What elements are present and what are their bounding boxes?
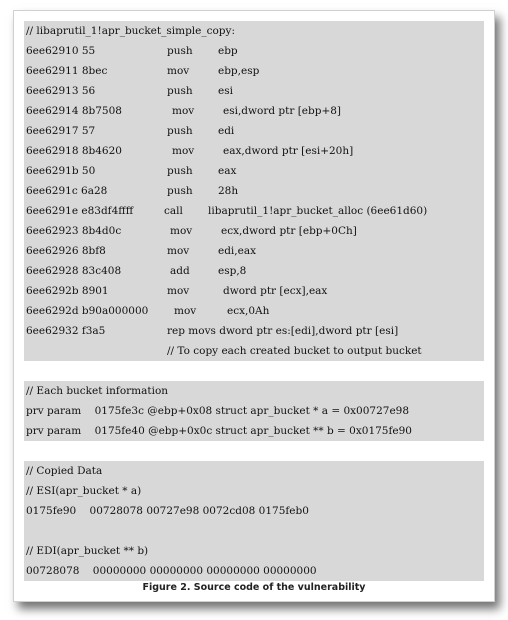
asm-operand: libaprutil_1!apr_bucket_alloc (6ee61d60) bbox=[208, 205, 428, 217]
asm-address: 6ee62913 56 bbox=[26, 85, 96, 97]
asm-address: 6ee6291c 6a28 bbox=[26, 185, 108, 197]
asm-address: 6ee6292d b90a000000 bbox=[26, 305, 149, 317]
blank-shaded-row bbox=[24, 521, 484, 541]
asm-row bbox=[24, 161, 484, 181]
asm-operand: edi bbox=[218, 125, 235, 137]
figure-caption: Figure 2. Source code of the vulnerability bbox=[142, 582, 366, 593]
asm-mnemonic: rep movs dword ptr es:[edi],dword ptr [esi] bbox=[167, 325, 399, 337]
asm-mnemonic: push bbox=[167, 185, 193, 197]
asm-operand: ecx,dword ptr [ebp+0Ch] bbox=[221, 225, 357, 237]
asm-mnemonic: push bbox=[167, 45, 193, 57]
bucket-header-text: // Each bucket information bbox=[26, 385, 169, 397]
edi-label-text: // EDI(apr_bucket ** b) bbox=[26, 545, 149, 557]
bucket-line bbox=[24, 421, 484, 441]
asm-address: 6ee62932 f3a5 bbox=[26, 325, 106, 337]
asm-mnemonic: push bbox=[167, 165, 193, 177]
asm-comment-row bbox=[24, 341, 484, 361]
asm-operand: ebp,esp bbox=[218, 65, 260, 77]
asm-header bbox=[24, 21, 484, 41]
asm-address: 6ee62918 8b4620 bbox=[26, 145, 122, 157]
asm-row bbox=[24, 221, 484, 241]
asm-row bbox=[24, 121, 484, 141]
asm-row bbox=[24, 81, 484, 101]
edi-data bbox=[24, 561, 484, 581]
asm-row bbox=[24, 41, 484, 61]
asm-operand: ebp bbox=[218, 45, 238, 57]
asm-row bbox=[24, 101, 484, 121]
asm-address: 6ee62917 57 bbox=[26, 125, 96, 137]
copied-header bbox=[24, 461, 484, 481]
blank-row bbox=[24, 441, 484, 461]
asm-operand: ecx,0Ah bbox=[227, 305, 270, 317]
document-page bbox=[13, 10, 495, 602]
asm-header-text: // libaprutil_1!apr_bucket_simple_copy: bbox=[26, 25, 236, 37]
asm-mnemonic: mov bbox=[167, 65, 190, 77]
esi-data bbox=[24, 501, 484, 521]
asm-row bbox=[24, 201, 484, 221]
asm-mnemonic: mov bbox=[172, 145, 195, 157]
asm-address: 6ee62914 8b7508 bbox=[26, 105, 122, 117]
asm-mnemonic: mov bbox=[172, 105, 195, 117]
asm-address: 6ee6291b 50 bbox=[26, 165, 96, 177]
asm-operand: esp,8 bbox=[218, 265, 247, 277]
asm-comment-text: // To copy each created bucket to output bucket bbox=[167, 345, 422, 357]
asm-mnemonic: call bbox=[164, 205, 183, 217]
bucket-line-text: prv param 0175fe3c @ebp+0x08 struct apr_bucket * a = 0x00727e98 bbox=[26, 405, 410, 417]
asm-mnemonic: mov bbox=[170, 225, 193, 237]
asm-row bbox=[24, 301, 484, 321]
copied-header-text: // Copied Data bbox=[26, 465, 103, 477]
asm-mnemonic: mov bbox=[167, 285, 190, 297]
asm-operand: edi,eax bbox=[218, 245, 257, 257]
asm-mnemonic: mov bbox=[174, 305, 197, 317]
asm-mnemonic: push bbox=[167, 85, 193, 97]
asm-address: 6ee6292b 8901 bbox=[26, 285, 109, 297]
asm-address: 6ee6291e e83df4ffff bbox=[26, 205, 134, 217]
blank-row bbox=[24, 361, 484, 381]
asm-operand: dword ptr [ecx],eax bbox=[223, 285, 328, 297]
asm-mnemonic: add bbox=[170, 265, 190, 277]
esi-label-text: // ESI(apr_bucket * a) bbox=[26, 485, 142, 497]
asm-row bbox=[24, 61, 484, 81]
asm-address: 6ee62926 8bf8 bbox=[26, 245, 106, 257]
esi-data-text: 0175fe90 00728078 00727e98 0072cd08 0175feb0 bbox=[26, 505, 309, 517]
asm-operand: esi,dword ptr [ebp+8] bbox=[223, 105, 342, 117]
asm-row bbox=[24, 321, 484, 341]
asm-row bbox=[24, 181, 484, 201]
asm-row bbox=[24, 261, 484, 281]
asm-row bbox=[24, 281, 484, 301]
edi-label bbox=[24, 541, 484, 561]
edi-data-text: 00728078 00000000 00000000 00000000 00000000 bbox=[26, 565, 317, 577]
asm-address: 6ee62928 83c408 bbox=[26, 265, 122, 277]
asm-operand: eax,dword ptr [esi+20h] bbox=[223, 145, 354, 157]
asm-address: 6ee62923 8b4d0c bbox=[26, 225, 122, 237]
asm-address: 6ee62911 8bec bbox=[26, 65, 108, 77]
bucket-line-text: prv param 0175fe40 @ebp+0x0c struct apr_bucket ** b = 0x0175fe90 bbox=[26, 425, 412, 437]
asm-operand: 28h bbox=[218, 185, 239, 197]
esi-label bbox=[24, 481, 484, 501]
asm-row bbox=[24, 141, 484, 161]
asm-operand: esi bbox=[218, 85, 233, 97]
asm-operand: eax bbox=[218, 165, 237, 177]
asm-mnemonic: push bbox=[167, 125, 193, 137]
bucket-header bbox=[24, 381, 484, 401]
asm-address: 6ee62910 55 bbox=[26, 45, 96, 57]
asm-mnemonic: mov bbox=[167, 245, 190, 257]
asm-row bbox=[24, 241, 484, 261]
bucket-line bbox=[24, 401, 484, 421]
